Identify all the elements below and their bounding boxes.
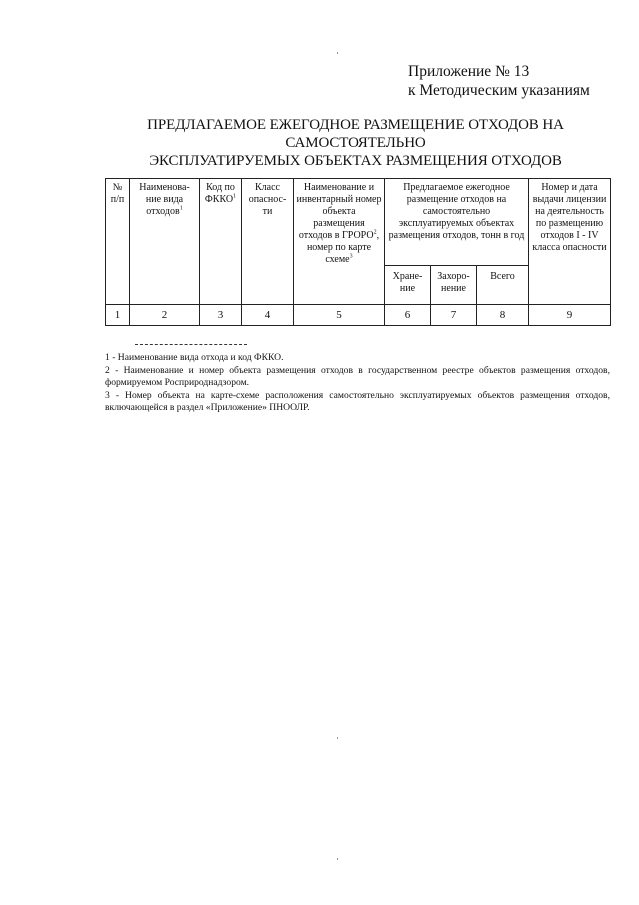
- header-license: Номер и дата выдачи лицензии на деятельность по размещению отходов I - IV класса опасности: [529, 179, 611, 305]
- scan-speck: [337, 737, 338, 739]
- table-header-row: [106, 179, 611, 266]
- scan-speck: [337, 858, 338, 860]
- title-line-2: САМОСТОЯТЕЛЬНО: [285, 135, 426, 151]
- subheader-total: Всего: [477, 266, 529, 305]
- footnote-separator: [135, 344, 247, 345]
- footnote-2: 2 - Наименование и номер объекта размещения отходов в государственном реестре объектов размещения отходов, формируемом Росприроднадзором.: [105, 364, 610, 388]
- subheader-burial: Захоро-нение: [431, 266, 477, 305]
- header-waste-name: Наименова-ние вида отходов$^1$: [130, 179, 200, 305]
- footnotes: [105, 352, 610, 415]
- subheader-storage: Хране-ние: [385, 266, 431, 305]
- header-hazard-class: Класс опаснос-ти: [242, 179, 294, 305]
- appendix-number: Приложение № 13: [408, 63, 530, 80]
- appendix-header: [408, 62, 590, 100]
- header-number: № п/п: [106, 179, 130, 305]
- column-number: 1: [106, 305, 130, 326]
- column-number: 7: [431, 305, 477, 326]
- column-number: 4: [242, 305, 294, 326]
- column-number: 5: [294, 305, 385, 326]
- column-number: 9: [529, 305, 611, 326]
- column-number: 3: [200, 305, 242, 326]
- waste-placement-table: [105, 178, 611, 326]
- header-fkko-code: Код по ФККО$^1$: [200, 179, 242, 305]
- header-object-name: Наименование и инвентарный номер объекта размещения отходов в ГРОРО$^2$, номер по карте схеме$^3$: [294, 179, 385, 305]
- column-number: 6: [385, 305, 431, 326]
- title-line-1: ПРЕДЛАГАЕМОЕ ЕЖЕГОДНОЕ РАЗМЕЩЕНИЕ ОТХОДОВ НА: [147, 117, 564, 133]
- footnote-3: 3 - Номер объекта на карте-схеме расположения самостоятельно эксплуатируемых объектов размещения отходов, включающейся в раздел «Приложение» ПНООЛР.: [105, 389, 610, 413]
- appendix-reference: к Методическим указаниям: [408, 82, 590, 99]
- column-number: 8: [477, 305, 529, 326]
- document-title: [118, 116, 593, 170]
- title-line-3: ЭКСПЛУАТИРУЕМЫХ ОБЪЕКТАХ РАЗМЕЩЕНИЯ ОТХОДОВ: [149, 153, 562, 169]
- header-annual-placement: Предлагаемое ежегодное размещение отходов на самостоятельно эксплуатируемых объектах размещения отходов, тонн в год: [385, 179, 529, 266]
- footnote-1: 1 - Наименование вида отхода и код ФККО.: [105, 352, 284, 363]
- column-number: 2: [130, 305, 200, 326]
- scan-speck: [337, 52, 338, 54]
- table-number-row: [106, 305, 611, 326]
